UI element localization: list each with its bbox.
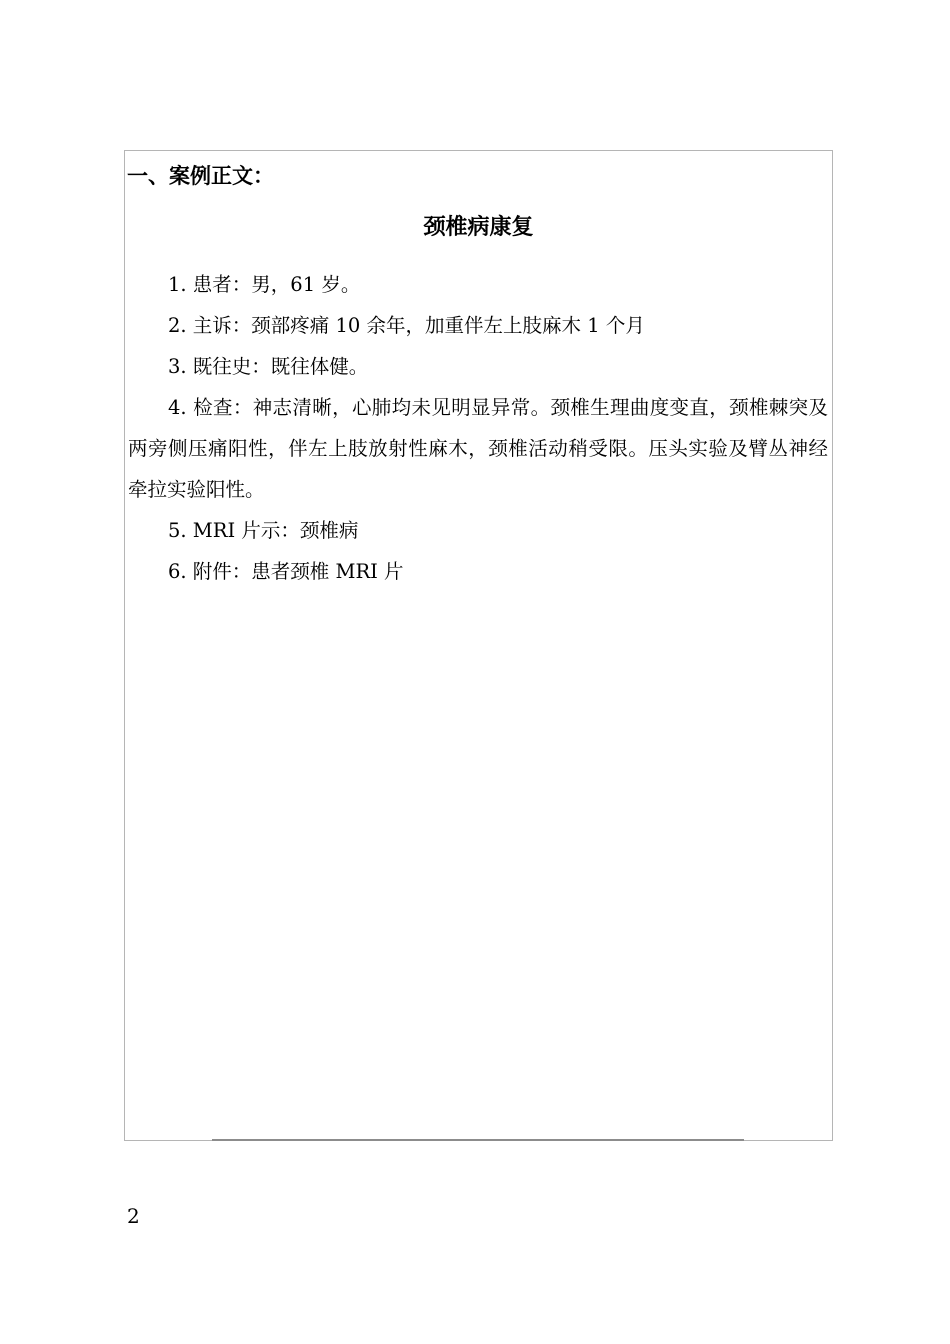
case-frame [124,150,833,1141]
case-item-examination: 4. 检查：神志清晰，心肺均未见明显异常。颈椎生理曲度变直，颈椎棘突及两旁侧压痛阳性，伴左上肢放射性麻木，颈椎活动稍受限。压头实验及臂丛神经牵拉实验阳性。 [128,396,828,501]
case-title: 颈椎病康复 [423,215,534,240]
page-number: 2 [127,1204,140,1228]
case-item-list [128,264,828,592]
case-item-complaint: 2. 主诉：颈部疼痛 10 余年，加重伴左上肢麻木 1 个月 [168,314,645,337]
case-item-patient: 1. 患者：男，61 岁。 [168,273,361,296]
case-item-history: 3. 既往史：既往体健。 [168,355,369,378]
case-item-attachment: 6. 附件：患者颈椎 MRI 片 [168,560,404,583]
frame-bottom-rule [212,1139,744,1141]
case-item-mri: 5. MRI 片示：颈椎病 [168,519,359,542]
section-heading: 一、案例正文： [127,164,274,188]
